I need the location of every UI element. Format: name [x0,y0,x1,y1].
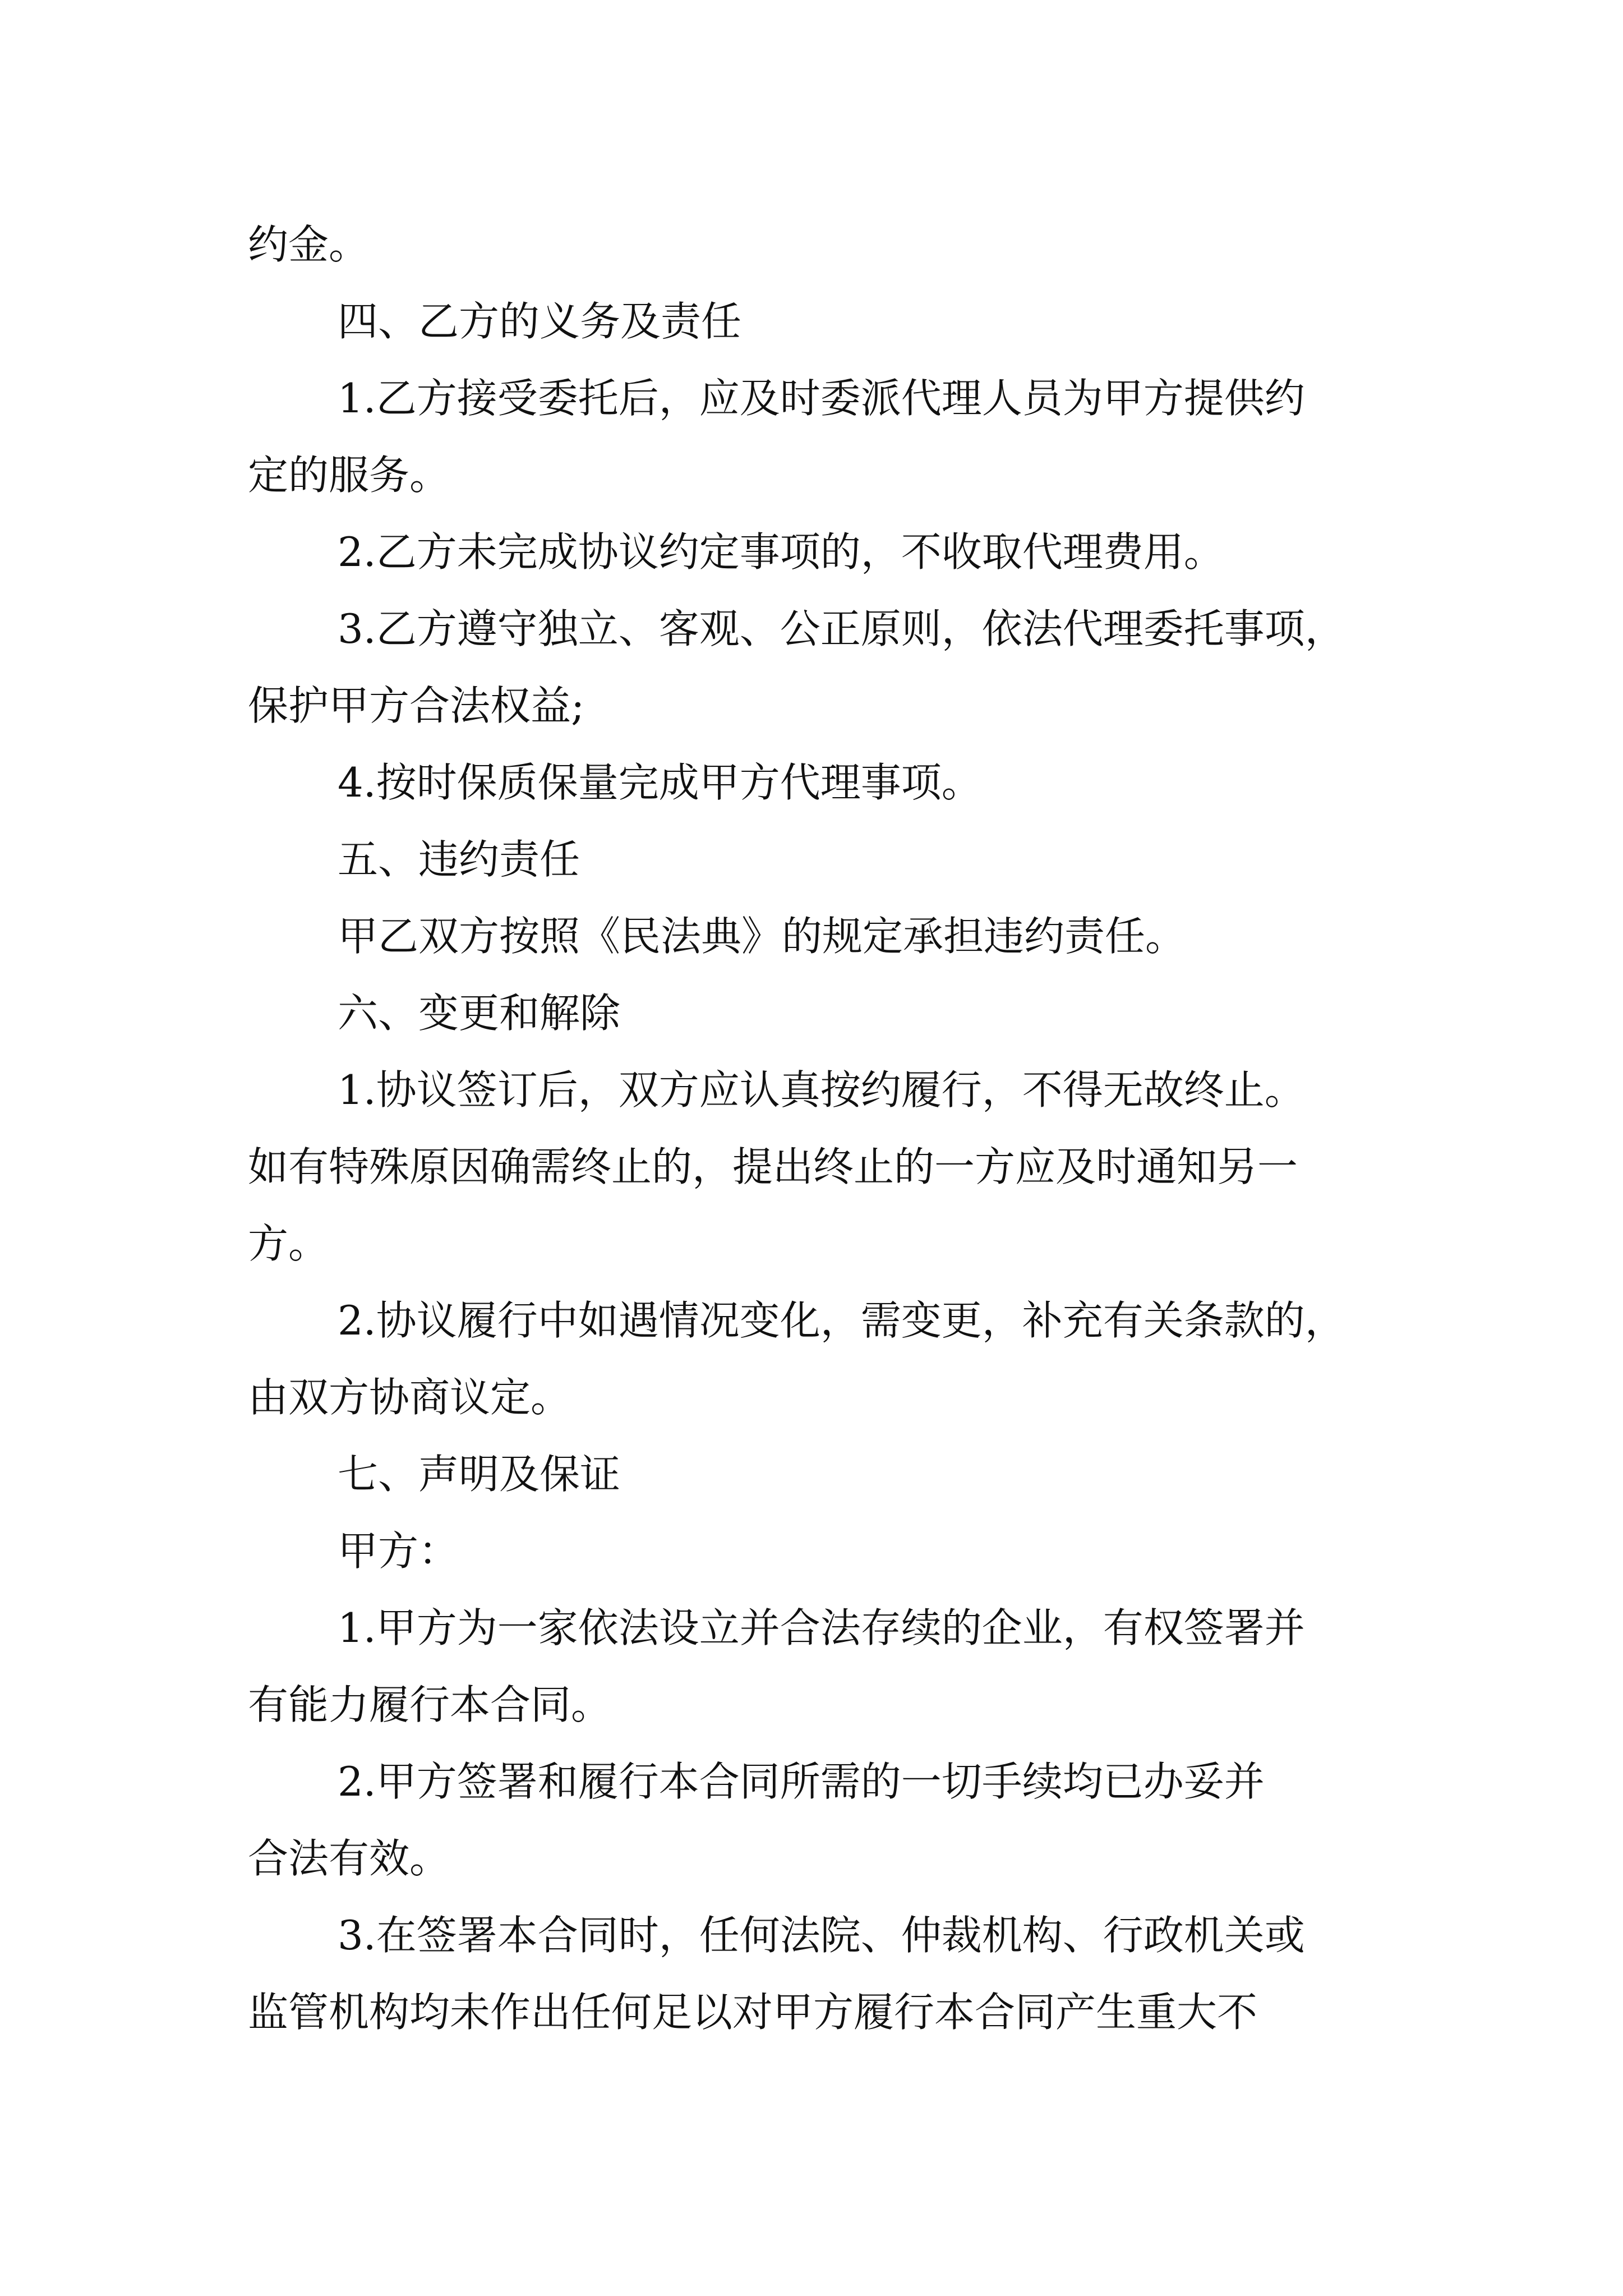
text-line: 由双方协商议定。 [248,1374,571,1421]
text-line: 4.按时保质保量完成甲方代理事项。 [338,759,982,806]
text-line: 2.协议履行中如遇情况变化，需变更，补充有关条款的， [338,1297,1345,1344]
section-heading-6: 六、变更和解除 [338,990,621,1037]
text-line: 监管机构均未作出任何足以对甲方履行本合同产生重大不 [248,1989,1258,2036]
text-line: 如有特殊原因确需终止的，提出终止的一方应及时通知另一 [248,1143,1298,1190]
party-label: 甲方： [338,1527,459,1575]
text-line: 保护甲方合法权益; [248,682,585,729]
text-line: 3.乙方遵守独立、客观、公正原则，依法代理委托事项， [338,605,1345,652]
text-line: 1.乙方接受委托后，应及时委派代理人员为甲方提供约 [338,375,1305,422]
section-heading-4: 四、乙方的义务及责任 [338,298,742,345]
text-line: 2.甲方签署和履行本合同所需的一切手续均已办妥并 [338,1758,1265,1805]
text-line: 甲乙双方按照《民法典》的规定承担违约责任。 [338,913,1186,960]
text-line: 方。 [248,1220,329,1267]
text-line: 定的服务。 [248,452,450,499]
section-heading-7: 七、声明及保证 [338,1451,621,1498]
section-heading-5: 五、违约责任 [338,836,580,883]
text-line: 1.协议签订后，双方应认真按约履行，不得无故终止。 [338,1066,1305,1114]
text-line: 2.乙方未完成协议约定事项的，不收取代理费用。 [338,528,1224,576]
text-line: 3.在签署本合同时，任何法院、仲裁机构、行政机关或 [338,1912,1305,1959]
text-line: 合法有效。 [248,1835,450,1882]
text-line: 1.甲方为一家依法设立并合法存续的企业，有权签署并 [338,1604,1305,1651]
text-line: 约金。 [248,221,370,268]
contract-text-body [248,206,1392,2051]
text-line: 有能力履行本合同。 [248,1681,612,1728]
